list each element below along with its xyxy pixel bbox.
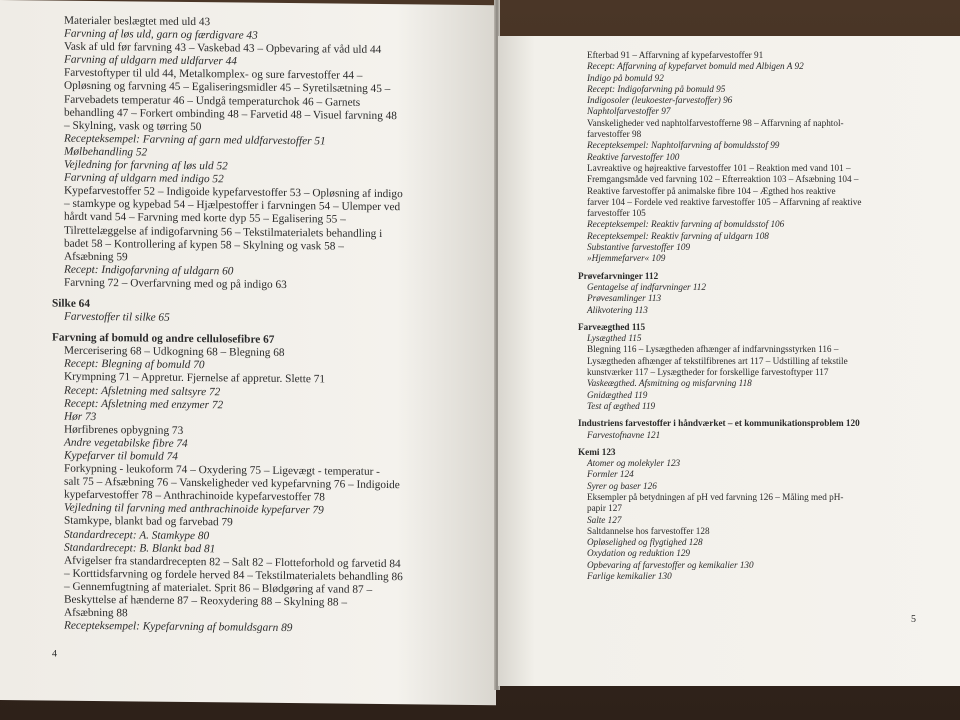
toc-entry: Farvning af uldgarn med uldfarver 44 <box>64 53 237 68</box>
toc-entry: farvestoffer 105 <box>587 208 646 219</box>
toc-entry: Recept: Indigofarvning på bomuld 95 <box>587 83 726 94</box>
toc-entry: Hørfibrenes opbygning 73 <box>64 423 184 437</box>
toc-entry: farvestoffer 98 <box>587 129 642 140</box>
right-page-number: 5 <box>911 614 916 625</box>
toc-entry: Prøvesamlinger 113 <box>587 293 662 304</box>
toc-entry: Gentagelse af indfarvninger 112 <box>587 281 706 292</box>
toc-entry: Mølbehandling 52 <box>64 145 148 159</box>
toc-entry: Farvestoffer til silke 65 <box>64 310 170 324</box>
toc-entry: Afsæbning 59 <box>64 250 128 264</box>
toc-entry: Formler 124 <box>587 469 634 480</box>
toc-entry: – stamkype og kypebad 54 – Hjælpestoffer i farvningen 54 – Ulemper ved <box>64 197 401 214</box>
toc-entry: Naphtolfarvestoffer 97 <box>587 106 671 117</box>
toc-entry: Indigosoler (leukoester-farvestoffer) 96 <box>587 95 733 106</box>
toc-entry: Vejledning for farvning af løs uld 52 <box>64 158 228 173</box>
toc-entry: Lavreaktive og højreaktive farvestoffer 101 – Reaktion med vand 101 – <box>587 162 851 173</box>
toc-entry: Eksempler på betydningen af pH ved farvning 126 – Måling med pH- <box>587 491 844 502</box>
toc-section-heading: Silke 64 <box>52 297 90 310</box>
toc-entry: Recept: Afsletning med enzymer 72 <box>64 397 224 411</box>
toc-entry: Kypefarver til bomuld 74 <box>64 449 178 463</box>
toc-entry: hårdt vand 54 – Farvning med korte dyp 55 – Egalisering 55 – <box>64 211 346 227</box>
toc-entry: behandling 47 – Forkert ombinding 48 – Farvetid 48 – Visuel farvning 48 <box>64 106 397 122</box>
toc-entry: Farvestoftyper til uld 44, Metalkomplex- og sure farvestoffer 44 – <box>64 67 363 83</box>
toc-entry: Reaktive farvestoffer 100 <box>587 151 680 162</box>
toc-entry: Forkypning - leukoform 74 – Oxydering 75 – Ligevægt - temperatur - <box>64 462 380 479</box>
toc-entry: Materialer beslægtet med uld 43 <box>64 14 211 29</box>
toc-entry: – Skylning, vask og tørring 50 <box>64 119 202 133</box>
toc-entry: Test af ægthed 119 <box>587 400 656 411</box>
toc-entry: Recepteksempel: Reaktiv farvning af bomuldsstof 106 <box>587 219 785 230</box>
toc-entry: badet 58 – Kontrollering af kypen 58 – Skylning og vask 58 – <box>64 237 344 253</box>
toc-entry: Indigo på bomuld 92 <box>587 72 664 83</box>
toc-section-heading: Farvning af bomuld og andre cellulosefibre 67 <box>52 331 275 347</box>
toc-entry: Fremgangsmåde ved farvning 102 – Efterreaktion 103 – Afsæbning 104 – <box>587 174 859 185</box>
toc-entry: Gnidægthed 119 <box>587 389 648 400</box>
toc-entry: Recept: Indigofarvning af uldgarn 60 <box>64 263 234 278</box>
toc-entry: Atomer og molekyler 123 <box>587 458 681 469</box>
left-toc-list <box>52 15 466 638</box>
toc-entry: Lysægtheden afhænger af tekstilfibrenes art 117 – Udstilling af tekstile <box>587 355 848 366</box>
toc-entry: Mercerisering 68 – Udkogning 68 – Blegning 68 <box>64 344 285 360</box>
toc-entry: Farvning af løs uld, garn og færdigvare 43 <box>64 27 258 42</box>
toc-entry: Recepteksempel: Naphtolfarvning af bomuldsstof 99 <box>587 140 780 151</box>
toc-entry: Opløselighed og flygtighed 128 <box>587 537 703 548</box>
toc-entry: Blegning 116 – Lysægtheden afhænger af indfarvningsstyrken 116 – <box>587 344 839 355</box>
toc-entry: Recept: Blegning af bomuld 70 <box>64 358 205 372</box>
toc-entry: papir 127 <box>587 503 622 514</box>
toc-entry: Recept: Affarvning af kypefarvet bomuld med Albigen A 92 <box>587 61 804 72</box>
toc-entry: Recepteksempel: Farvning af garn med uldfarvestoffer 51 <box>64 132 326 148</box>
toc-entry: Recept: Afsletning med saltsyre 72 <box>64 384 221 398</box>
toc-entry: Farlige kemikalier 130 <box>587 571 672 582</box>
toc-entry: Reaktive farvestoffer på animalske fibre 104 – Ægthed hos reaktive <box>587 185 836 196</box>
right-page <box>498 36 960 686</box>
toc-entry: Salte 127 <box>587 514 622 525</box>
toc-entry: Standardrecept: B. Blankt bad 81 <box>64 541 216 555</box>
toc-entry: Krympning 71 – Appretur. Fjernelse af appretur. Slette 71 <box>64 371 326 386</box>
toc-entry: Farvning af uldgarn med indigo 52 <box>64 171 224 186</box>
right-toc-list <box>578 50 940 582</box>
toc-entry: »Hjemmefarver« 109 <box>587 253 666 264</box>
toc-entry: Alikvotering 113 <box>587 304 648 315</box>
toc-entry: Standardrecept: A. Stamkype 80 <box>64 528 210 542</box>
toc-entry: Kypefarvestoffer 52 – Indigoide kypefarvestoffer 53 – Opløsning af indigo <box>64 184 403 201</box>
toc-entry: Vask af uld før farvning 43 – Vaskebad 43 – Opbevaring af våd uld 44 <box>64 40 382 57</box>
toc-entry: Hør 73 <box>64 410 97 423</box>
toc-entry: Vejledning til farvning med anthrachinoide kypefarver 79 <box>64 502 324 517</box>
toc-entry: Syrer og baser 126 <box>587 480 657 491</box>
toc-section-heading: Prøvefarvninger 112 <box>578 270 659 281</box>
toc-section-heading: Kemi 123 <box>578 446 616 457</box>
toc-entry: Vaskeægthed. Afsmitning og misfarvning 118 <box>587 378 752 389</box>
toc-entry: Farvning 72 – Overfarvning med og på indigo 63 <box>64 276 287 291</box>
toc-entry: Farvebadets temperatur 46 – Undgå temperaturchok 46 – Garnets <box>64 93 361 109</box>
toc-entry: Recepteksempel: Reaktiv farvning af uldgarn 108 <box>587 230 769 241</box>
toc-entry: Farvestofnavne 121 <box>587 429 661 440</box>
toc-entry: Andre vegetabilske fibre 74 <box>64 436 188 450</box>
toc-entry: Afvigelser fra standardrecepten 82 – Salt 82 – Flotteforhold og farvetid 84 <box>64 554 401 570</box>
toc-entry: – Gennemfugtning af materialet. Sprit 86 – Blødgøring af vand 87 – <box>64 580 373 596</box>
toc-entry: Stamkype, blankt bad og farvebad 79 <box>64 515 233 529</box>
toc-entry: Opbevaring af farvestoffer og kemikalier 130 <box>587 559 754 570</box>
toc-entry: Recepteksempel: Kypefarvning af bomuldsgarn 89 <box>64 619 293 635</box>
toc-entry: – Korttidsfarvning og fordele herved 84 – Tekstilmaterialets behandling 86 <box>64 567 403 584</box>
left-page-number: 4 <box>52 648 57 660</box>
toc-entry: kypefarvestoffer 78 – Anthrachinoide kypefarvestoffer 78 <box>64 488 325 504</box>
toc-entry: Efterbad 91 – Affarvning af kypefarvestoffer 91 <box>587 50 764 60</box>
toc-entry: Substantive farvestoffer 109 <box>587 242 691 253</box>
toc-entry: Vanskeligheder ved naphtolfarvestofferne 98 – Affarvning af naphtol- <box>587 117 844 128</box>
toc-section-heading: Industriens farvestoffer i håndværket – et kommunikationsproblem 120 <box>578 418 860 429</box>
toc-entry: Afsæbning 88 <box>64 606 128 620</box>
toc-entry: Beskyttelse af hænderne 87 – Reoxydering 88 – Skylning 88 – <box>64 593 348 609</box>
toc-entry: Tilrettelæggelse af indigofarvning 56 – Tekstilmaterialets behandling i <box>64 224 383 240</box>
toc-entry: Saltdannelse hos farvestoffer 128 <box>587 525 710 536</box>
toc-entry: kunstværker 117 – Lysægtheder for forskellige farvestoftyper 117 <box>587 367 829 378</box>
toc-entry: Opløsning og farvning 45 – Egaliseringsmidler 45 – Syretilsætning 45 – <box>64 80 391 96</box>
toc-entry: Oxydation og reduktion 129 <box>587 548 691 559</box>
toc-entry: Lysægthed 115 <box>587 333 642 344</box>
toc-entry: salt 75 – Afsæbning 76 – Vanskeligheder ved kypefarvning 76 – Indigoide <box>64 475 400 492</box>
toc-entry: farver 104 – Fordele ved reaktive farvestoffer 105 – Affarvning af reaktive <box>587 196 862 207</box>
toc-section-heading: Farveægthed 115 <box>578 321 646 332</box>
